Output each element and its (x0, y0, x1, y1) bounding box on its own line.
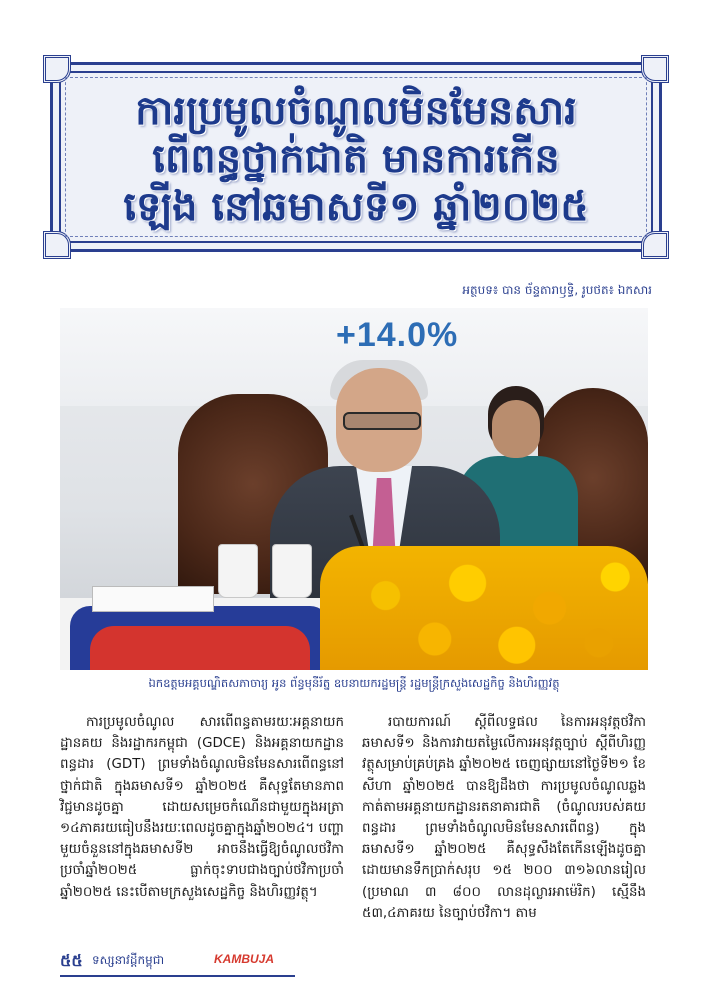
frame-corner-ornament (641, 55, 669, 83)
red-drape (90, 626, 310, 670)
frame-corner-ornament (43, 55, 71, 83)
title-frame (50, 62, 662, 252)
nameplate (92, 586, 214, 612)
body-paragraph: របាយការណ៍ ស្តីពីលទ្ធផល នៃការអនុវត្តថវិកាឆមាសទី១ និងការវាយតម្លៃលើការអនុវត្តច្បាប់ ស្តីពីហិរញ្ញវត្ថុសម្រាប់គ្រប់គ្រង ឆ្នាំ២០២៥ ចេញផ្សាយនៅថ្ងៃទី២១ ខែសីហា ឆ្នាំ២០២៥ បានឱ្យដឹងថា ការប្រមូលចំណូលឆ្លងកាត់តាមអគ្គនាយកដ្ឋានរតនាគារជាតិ (ចំណូលរបស់គយ ពន្ធដារ ព្រមទាំងចំណូលមិនមែនសារពើពន្ធ) ក្នុងឆមាសទី១ ឆ្នាំ២០២៥ គឺសុទ្ធសឹងតែកើនឡើងដូចគ្នា ដោយមានទឹកប្រាក់សរុប ១៥ ២០០ ៣១៦លានរៀល (ប្រមាណ ៣ ៨០០ លានដុល្លារអាម៉េរិក) ស្មើនឹង ៥៣,៤ភាគរយ នៃច្បាប់ថវិកា។ តាម (362, 715, 646, 921)
article-title (77, 87, 635, 231)
officer-head (492, 400, 540, 458)
title-line-1: ការប្រមូលចំណូលមិនមែនសារ (135, 88, 577, 134)
tea-cup (272, 544, 312, 598)
brand-logo: KAMBUJA (214, 952, 274, 966)
body-column-left (60, 712, 344, 903)
title-line-2: ពើពន្ធថ្នាក់ជាតិ មានការកើន (152, 136, 560, 182)
page-number: ៥៥ (60, 951, 83, 970)
speaker-glasses (343, 412, 421, 430)
frame-corner-ornament (43, 231, 71, 259)
flower-arrangement (320, 546, 648, 670)
body-paragraph: ការប្រមូលចំណូល សារពើពន្ធតាមរយៈអគ្គនាយកដ្ឋានគយ និងរដ្ឋាករកម្ពុជា (GDCE) និងអគ្គនាយកដ្ឋានពន្ធដារ (GDT) ព្រមទាំងចំណូលមិនមែនសារពើពន្ធនៅថ្នាក់ជាតិ ក្នុងឆមាសទី១ ឆ្នាំ២០២៥ គឺសុទ្ធតែមានភាពវិជ្ជមានដូចគ្នា ដោយសម្រេចកំណើនជាមួយក្នុងអត្រា ១៤ភាគរយធៀបនឹងរយៈពេលដូចគ្នាក្នុងឆ្នាំ២០២៤។ បញ្ហាមួយចំនួននៅក្នុងឆមាសទី២ អាចនឹងធ្វើឱ្យចំណូលថវិកាប្រចាំឆ្នាំ២០២៥ ធ្លាក់ចុះទាបជាងច្បាប់ថវិកាប្រចាំឆ្នាំ២០២៥ នេះបើតាមក្រសួងសេដ្ឋកិច្ច និងហិរញ្ញវត្ថុ។ (60, 715, 344, 900)
byline: អត្ថបទ៖ បាន ច័ន្ទតារាឫទ្ធិ, រូបថត៖ ឯកសារ (462, 283, 652, 297)
title-line-3: ឡើង នៅឆមាសទី១ ឆ្នាំ២០២៥ (123, 184, 589, 230)
frame-corner-ornament (641, 231, 669, 259)
screen-growth-figure: +14.0% (336, 316, 459, 354)
article-photo (60, 308, 648, 670)
tea-cup (218, 544, 258, 598)
footer-rule (60, 975, 295, 977)
body-column-right (362, 712, 646, 924)
publication-name: ទស្សនាវដ្តីកម្ពុជា (92, 953, 165, 967)
photo-caption: ឯកឧត្តមអគ្គបណ្ឌិតសភាចារ្យ អូន ព័ន្ធមុនីរ័ត្ន ឧបនាយករដ្ឋមន្ត្រី រដ្ឋមន្ត្រីក្រសួងសេដ្ឋកិច្ច និងហិរញ្ញវត្ថុ (148, 676, 560, 690)
